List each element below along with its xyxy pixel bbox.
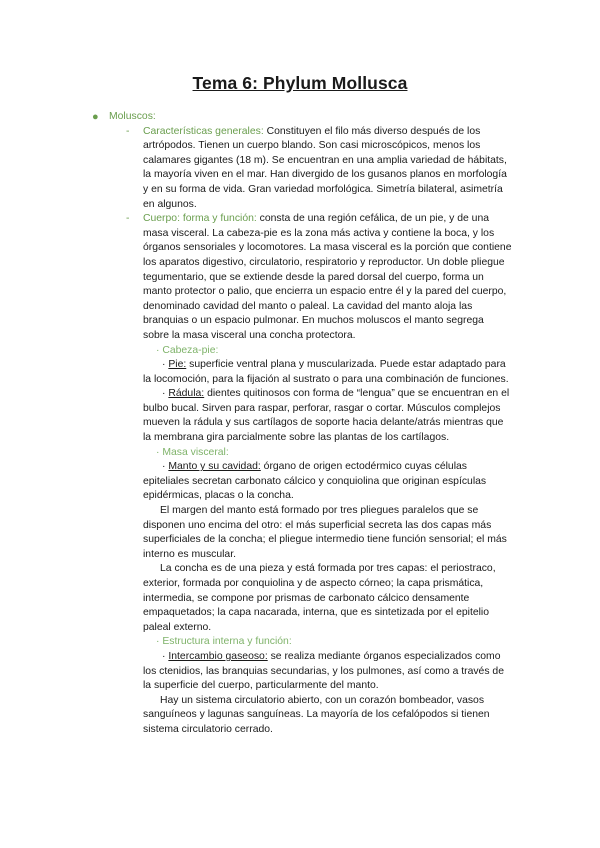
list-item-cuerpo bbox=[92, 212, 512, 343]
dot-marker: · bbox=[162, 388, 166, 400]
dash-marker: - bbox=[126, 125, 130, 137]
paragraph-pie bbox=[143, 358, 512, 387]
term-intercambio: Intercambio gaseoso: bbox=[168, 650, 268, 662]
bullet-item-moluscos bbox=[92, 110, 512, 125]
paragraph-radula bbox=[143, 387, 512, 445]
item-label: Cuerpo: forma y función: bbox=[143, 213, 257, 225]
bullet-dot-icon: ● bbox=[92, 111, 99, 123]
item-text: consta de una región cefálica, de un pie, y de una masa visceral. La cabeza-pie es la zona más activa y contiene la boca, y los órganos sensoriales y locomotores. La masa visceral es la porción que contiene los aparatos digestivo, circulatorio, respiratorio y reproductor. Un doble pliegue tegumentario, que se extiende desde la pared dorsal del cuerpo, forma un manto protector o palio, que encierra un espacio entre él y la pared del cuerpo, denominado cavidad del manto o paleal. La cavidad del manto aloja las branquias o un espacio pulmonar. En muchos moluscos el manto segrega sobre la masa visceral una concha protectora. bbox=[143, 213, 512, 341]
subsection-heading: · Cabeza-pie: bbox=[156, 344, 219, 356]
list-item-caracteristicas bbox=[92, 125, 512, 213]
bullet-label: Moluscos: bbox=[109, 111, 156, 122]
term-manto: Manto y su cavidad: bbox=[168, 461, 261, 473]
paragraph-intercambio bbox=[143, 650, 512, 694]
item-text: Constituyen el filo más diverso después de los artrópodos. Tienen un cuerpo blando. Son casi microscópicos, menos los calamares gigantes (18 m). Se encuentran en una amplia variedad de hábitats, la mayoría viven en el mar. Han divergido de los gusanos planos en morfología y en su forma de vida. Gran variedad morfológica. Simetría bilateral, asimetría en algunos. bbox=[143, 125, 507, 210]
subsection-heading: · Masa visceral: bbox=[156, 446, 229, 458]
paragraph-text: órgano de origen ectodérmico cuyas células epiteliales secretan carbonato cálcico y conquiolina que originan espículas epidérmicas, placas o la concha. bbox=[143, 461, 487, 502]
term-radula: Rádula: bbox=[168, 388, 205, 400]
dot-marker: · bbox=[162, 461, 166, 473]
paragraph-text: superficie ventral plana y muscularizada. Puede estar adaptado para la locomoción, para la fijación al sustrato o para una combinación de funciones. bbox=[143, 359, 509, 385]
subsection-heading: · Estructura interna y función: bbox=[156, 636, 292, 648]
item-label: Características generales: bbox=[143, 125, 264, 137]
paragraph-circulatorio: Hay un sistema circulatorio abierto, con un corazón bombeador, vasos sanguíneos y lagunas sanguíneas. La mayoría de los cefalópodos si tienen sistema circulatorio cerrado. bbox=[143, 694, 490, 735]
paragraph-concha: La concha es de una pieza y está formada por tres capas: el periostraco, exterior, formada por conquiolina y de aspecto córneo; la capa prismática, intermedia, se compone por prismas de carbonato cálcico densamente empaquetados; la capa nacarada, interna, que es sintetizada por el epitelio paleal externo. bbox=[143, 563, 496, 633]
page-title: Tema 6: Phylum Mollusca bbox=[192, 73, 408, 93]
paragraph-manto bbox=[143, 460, 512, 504]
paragraph-text: dientes quitinosos con forma de “lengua” que se encuentran en el bulbo bucal. Sirven para raspar, perforar, rasgar o cortar. Músculos complejos mueven la rádula y sus cartílagos de soporte hacia delante/atrás mientras que la membrana gira parcialmente sobre las plantas de los cartílagos. bbox=[143, 388, 510, 444]
dot-marker: · bbox=[162, 650, 166, 662]
dot-marker: · bbox=[162, 359, 166, 371]
dash-marker: - bbox=[126, 213, 130, 225]
document-body bbox=[92, 110, 512, 738]
term-pie: Pie: bbox=[168, 359, 187, 371]
paragraph-text: se realiza mediante órganos especializados como los ctenidios, las branquias secundarias, y los pulmones, así como a través de la superficie del cuerpo, particularmente del manto. bbox=[143, 650, 504, 692]
paragraph-margen: El margen del manto está formado por tres pliegues paralelos que se disponen uno encima del otro: el más superficial secreta las dos capas más superficiales de la concha; el pliegue intermedio tiene función sensorial; el más interno es muscular. bbox=[143, 505, 507, 560]
subsection-cabeza-pie bbox=[143, 344, 512, 738]
